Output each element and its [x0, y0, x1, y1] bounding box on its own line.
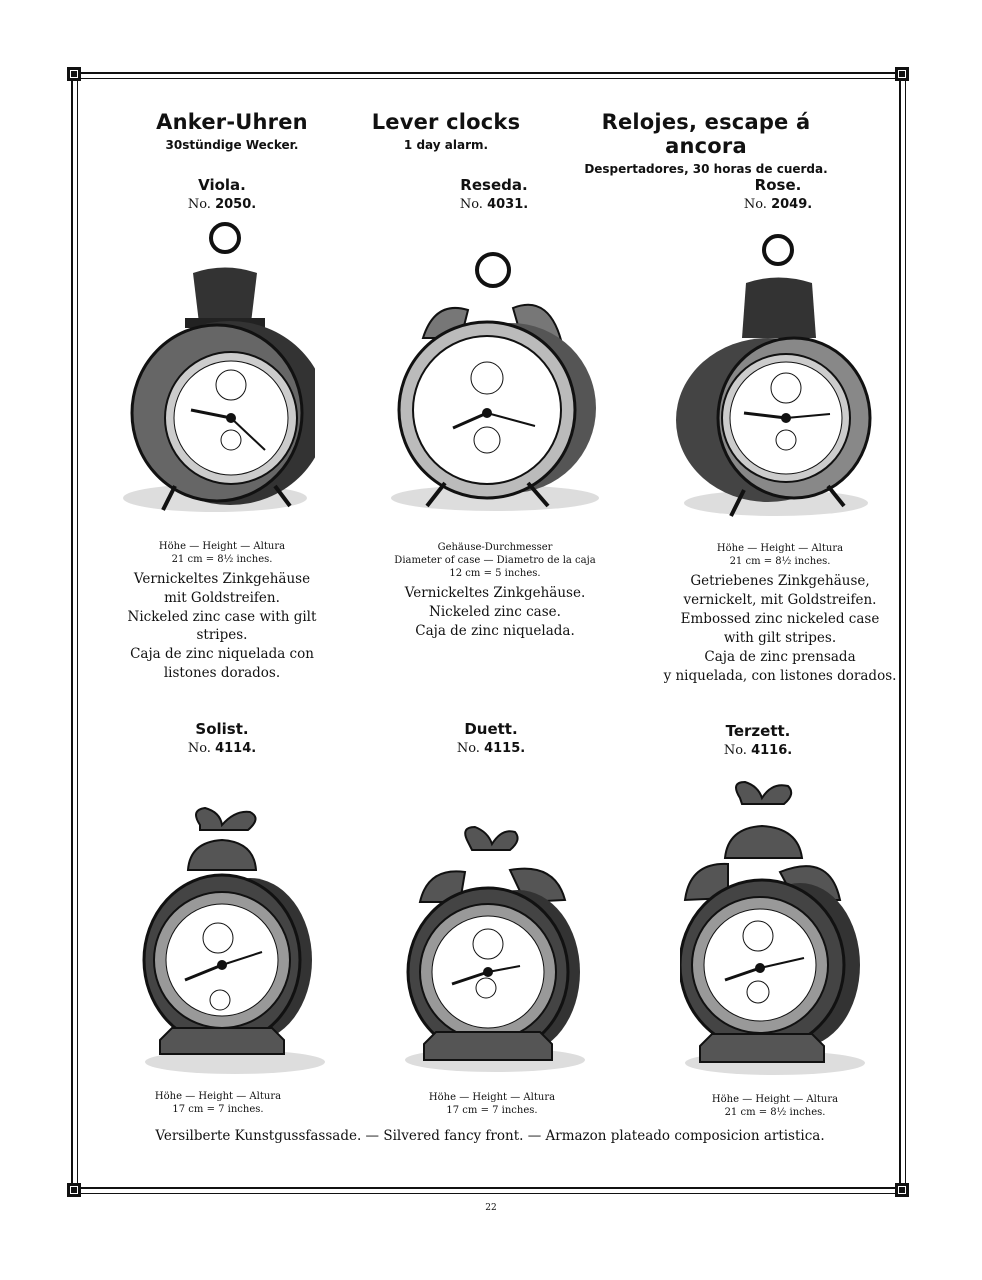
model-name: Duett. — [464, 720, 518, 738]
description-line: Getriebenes Zinkgehäuse, — [690, 573, 870, 589]
description-line: Caja de zinc prensada — [704, 649, 856, 665]
model-number: No. 4116. — [723, 743, 793, 758]
header-subtitle: Despertadores, 30 horas de cuerda. — [584, 162, 828, 176]
description-line: vernickelt, mit Goldstreifen. — [683, 592, 877, 608]
clock-illustration-duett — [400, 822, 590, 1077]
description-line: Caja de zinc niquelada con — [130, 646, 314, 662]
model-heading-solist — [142, 720, 302, 756]
frame-left-border — [71, 76, 78, 1191]
dimension-label: Höhe — Height — Altura — [154, 1091, 282, 1102]
dimension-value: 21 cm = 8½ inches. — [171, 554, 273, 565]
clock-illustration-terzett — [680, 780, 870, 1080]
description-line: listones dorados. — [163, 665, 281, 681]
description-solist — [118, 1090, 318, 1116]
dimension-value: 21 cm = 8½ inches. — [729, 556, 831, 567]
description-duett — [392, 1091, 592, 1117]
model-name: Viola. — [198, 176, 246, 194]
description-line: Nickeled zinc case with gilt stripes. — [127, 609, 317, 643]
clock-illustration-rose — [676, 228, 876, 518]
model-heading-rose — [698, 176, 858, 212]
clock-illustration-solist — [140, 800, 330, 1080]
header-subtitle: 1 day alarm. — [403, 138, 489, 152]
dimension-value: 21 cm = 8½ inches. — [724, 1107, 826, 1118]
header-title: Relojes, escape á ancora — [601, 110, 811, 158]
dimension-value: 17 cm = 7 inches. — [172, 1104, 264, 1115]
description-line: Embossed zinc nickeled case — [680, 611, 880, 627]
clock-illustration-reseda — [383, 248, 608, 518]
model-number: No. 4114. — [187, 741, 257, 756]
frame-corner-ornament — [895, 67, 909, 81]
dimension-label: Höhe — Height — Altura — [428, 1092, 556, 1103]
model-name: Solist. — [195, 720, 249, 738]
header-spanish — [566, 110, 846, 176]
description-terzett — [675, 1093, 875, 1119]
model-name: Rose. — [754, 176, 802, 194]
frame-corner-ornament — [67, 67, 81, 81]
model-heading-terzett — [678, 722, 838, 758]
description-line: mit Goldstreifen. — [164, 590, 280, 606]
footer-caption: Versilberte Kunstgussfassade. — Silvered fancy front. — Armazon plateado composicion artistica. — [155, 1128, 825, 1144]
dimension-label: Gehäuse-Durchmesser — [437, 542, 553, 553]
model-heading-viola — [142, 176, 302, 212]
model-name: Terzett. — [725, 722, 791, 740]
header-english — [346, 110, 546, 152]
clock-illustration-viola — [115, 218, 315, 518]
description-reseda — [370, 541, 620, 641]
dimension-label: Höhe — Height — Altura — [711, 1094, 839, 1105]
header-title: Anker-Uhren — [156, 110, 308, 134]
model-number: No. 4115. — [456, 741, 526, 756]
description-line: Nickeled zinc case. — [429, 604, 561, 620]
frame-corner-ornament — [67, 1183, 81, 1197]
frame-corner-ornament — [895, 1183, 909, 1197]
model-number: No. 2050. — [187, 197, 257, 212]
model-number: No. 4031. — [459, 197, 529, 212]
description-viola — [102, 540, 342, 683]
page-number: 22 — [485, 1203, 497, 1213]
model-number: No. 2049. — [743, 197, 813, 212]
header-title: Lever clocks — [371, 110, 521, 134]
description-line: with gilt stripes. — [723, 630, 837, 646]
header-subtitle: 30stündige Wecker. — [165, 138, 299, 152]
dimension-label: Diameter of case — Diametro de la caja — [394, 555, 596, 566]
model-name: Reseda. — [460, 176, 528, 194]
model-heading-reseda — [414, 176, 574, 212]
model-heading-duett — [411, 720, 571, 756]
dimension-value: 17 cm = 7 inches. — [446, 1105, 538, 1116]
dimension-label: Höhe — Height — Altura — [158, 541, 286, 552]
frame-bottom-border — [75, 1187, 905, 1194]
dimension-value: 12 cm = 5 inches. — [449, 568, 541, 579]
description-line: Vernickeltes Zinkgehäuse. — [404, 585, 586, 601]
description-line: Caja de zinc niquelada. — [415, 623, 575, 639]
description-line: y niquelada, con listones dorados. — [663, 668, 897, 684]
description-line: Vernickeltes Zinkgehäuse — [133, 571, 311, 587]
description-rose — [650, 542, 910, 686]
header-german — [132, 110, 332, 152]
frame-top-border — [75, 72, 905, 79]
dimension-label: Höhe — Height — Altura — [716, 543, 844, 554]
